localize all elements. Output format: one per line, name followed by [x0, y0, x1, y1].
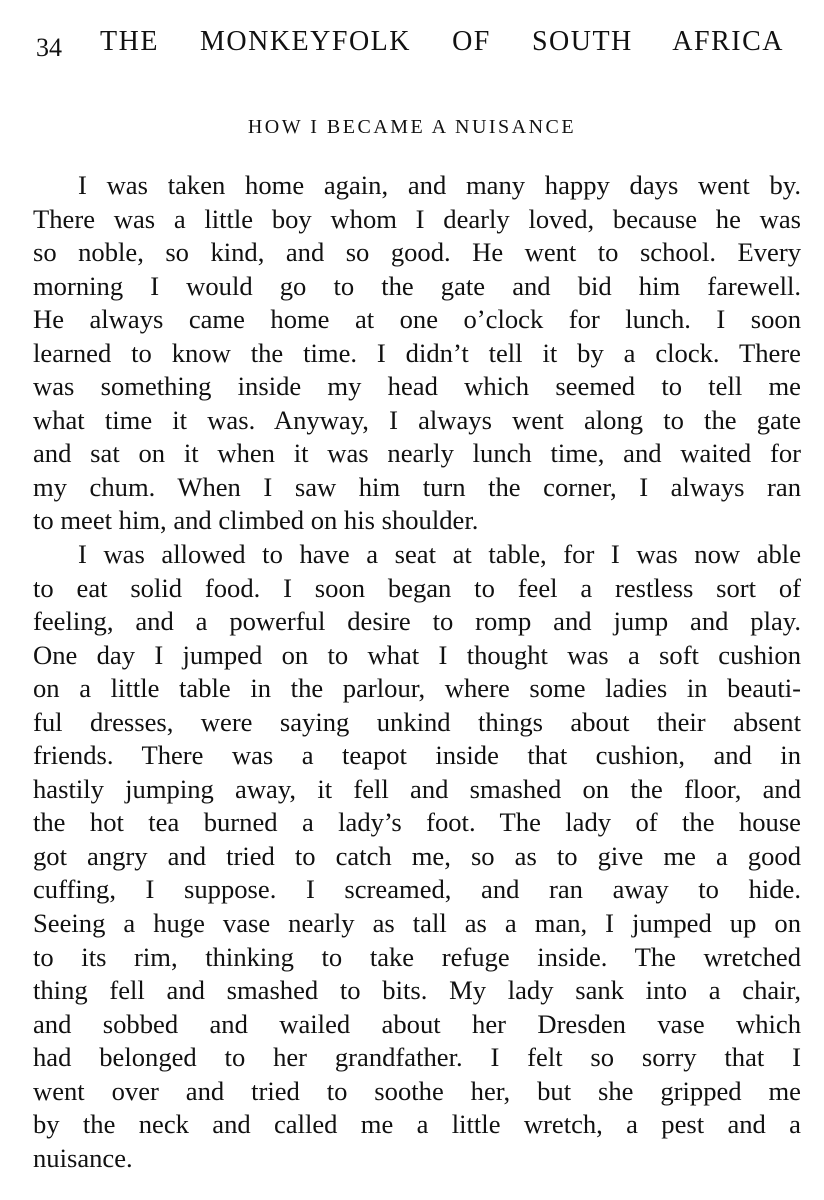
- text-line: Seeing a huge vase nearly as tall as a man, I jumped up on: [33, 908, 801, 939]
- text-line: what time it was. Anyway, I always went along to the gate: [33, 404, 801, 435]
- running-head: [36, 22, 784, 62]
- text-line: and sat on it when it was nearly lunch time, and waited for: [33, 438, 801, 469]
- text-line: morning I would go to the gate and bid him farewell.: [33, 270, 801, 301]
- text-line: I was taken home again, and many happy days went by.: [78, 170, 801, 200]
- book-title: THE MONKEYFOLK OF SOUTH AFRICA: [100, 26, 784, 57]
- text-line: got angry and tried to catch me, so as to give me a good: [33, 840, 801, 871]
- text-line: so noble, so kind, and so good. He went to school. Every: [33, 237, 801, 268]
- text-line: to eat solid food. I soon began to feel a restless sort of: [33, 572, 801, 603]
- text-line: to meet him, and climbed on his shoulder.: [33, 505, 479, 536]
- text-line: friends. There was a teapot inside that cushion, and in: [33, 740, 801, 771]
- paragraph-1: [33, 169, 801, 538]
- text-line: thing fell and smashed to bits. My lady sank into a chair,: [33, 975, 801, 1006]
- text-line: learned to know the time. I didn’t tell it by a clock. There: [33, 337, 801, 368]
- text-line: There was a little boy whom I dearly loved, because he was: [33, 203, 801, 234]
- text-line: to its rim, thinking to take refuge inside. The wretched: [33, 941, 801, 972]
- text-line: had belonged to her grandfather. I felt so sorry that I: [33, 1042, 801, 1073]
- page-number: 34: [36, 33, 62, 62]
- text-line: feeling, and a powerful desire to romp and jump and play.: [33, 606, 801, 637]
- text-line: by the neck and called me a little wretch, a pest and a: [33, 1109, 801, 1140]
- text-line: the hot tea burned a lady’s foot. The lady of the house: [33, 807, 801, 838]
- text-line: nuisance.: [33, 1142, 133, 1173]
- text-line: and sobbed and wailed about her Dresden vase which: [33, 1008, 801, 1039]
- chapter-title: HOW I BECAME A NUISANCE: [247, 116, 577, 138]
- text-line: cuffing, I suppose. I screamed, and ran away to hide.: [33, 874, 801, 905]
- text-line: hastily jumping away, it fell and smashed on the floor, and: [33, 773, 801, 804]
- text-line: was something inside my head which seemed to tell me: [33, 371, 801, 402]
- text-line: ful dresses, were saying unkind things about their absent: [33, 706, 801, 737]
- paragraph-2: [33, 538, 801, 1175]
- text-line: on a little table in the parlour, where some ladies in beauti-: [33, 673, 801, 704]
- text-line: He always came home at one o’clock for lunch. I soon: [33, 304, 801, 335]
- text-line: I was allowed to have a seat at table, for I was now able: [78, 539, 801, 570]
- text-line: One day I jumped on to what I thought was a soft cushion: [33, 639, 801, 670]
- text-line: my chum. When I saw him turn the corner, I always ran: [33, 471, 801, 502]
- text-line: went over and tried to soothe her, but she gripped me: [33, 1075, 801, 1106]
- body-text: [33, 169, 801, 1175]
